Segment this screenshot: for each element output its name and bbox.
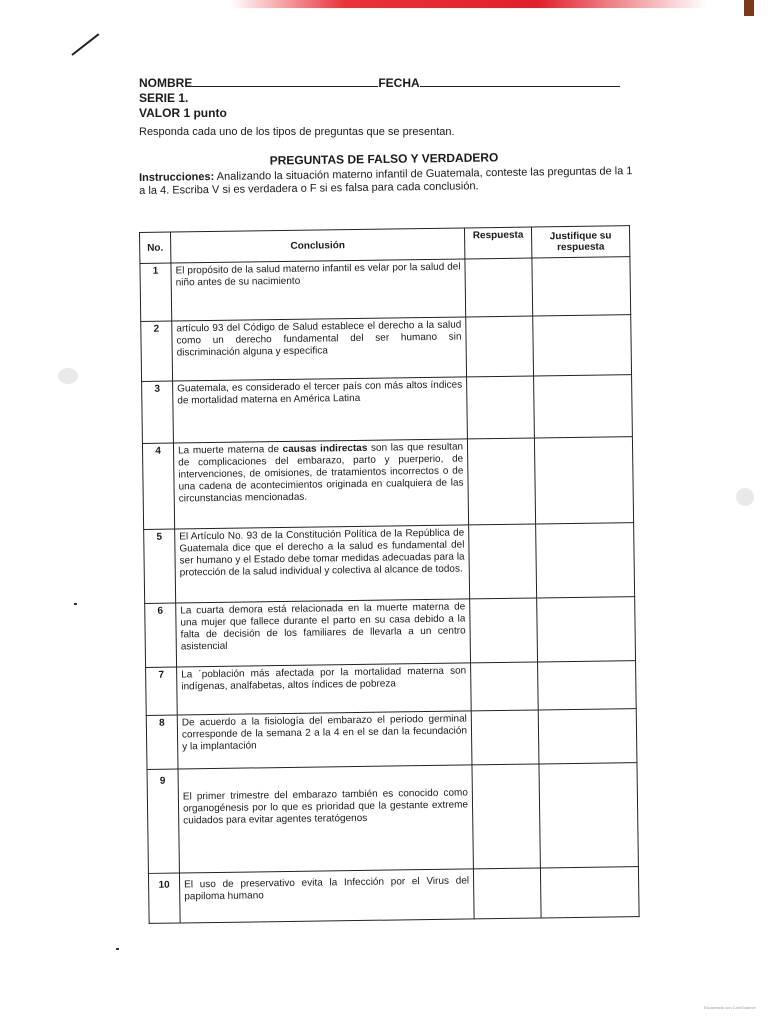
respuesta-cell[interactable] — [469, 524, 537, 599]
respuesta-cell[interactable] — [472, 764, 540, 869]
fecha-label: FECHA — [378, 76, 420, 90]
punch-hole — [736, 488, 754, 506]
scan-speck — [74, 603, 77, 605]
row-conclusion — [173, 439, 468, 529]
respuesta-cell[interactable] — [467, 438, 535, 525]
header-block — [139, 75, 639, 121]
justification-cell[interactable] — [537, 597, 636, 662]
section-title: PREGUNTAS DE FALSO Y VERDADERO — [269, 150, 499, 168]
row-conclusion: El primer trimestre del embarazo también es conocido como organogénesis por lo que es prioridad que la gestante extreme cuidados para evitar agentes teratógenos — [178, 765, 473, 873]
row-conclusion: Guatemala, es considerado el tercer país con más altos índices de mortalidad materna en América Latina — [173, 377, 468, 443]
table-row — [145, 597, 636, 668]
justification-cell[interactable] — [536, 523, 635, 598]
row-conclusion: La cuarta demora está relacionada en la muerte materna de una mujer que fallece durante el parto en su casa debido a la falta de decisión de los familiares de llevarla a un centro asistencial — [176, 599, 471, 667]
row-number: 1 — [140, 263, 172, 321]
instructions-text: Analizando la situación materno infantil de Guatemala, conteste las preguntas de la 1 a la 4. Escriba V si es verdadera o F si es falsa para cada conclusión. — [139, 165, 633, 197]
table-row — [146, 661, 637, 716]
nombre-label: NOMBRE — [139, 76, 193, 90]
table-row — [144, 523, 635, 604]
row-number: 5 — [144, 529, 176, 603]
scan-speck — [116, 948, 119, 950]
respuesta-cell[interactable] — [466, 316, 534, 377]
row-number: 3 — [142, 381, 174, 443]
respuesta-cell[interactable] — [470, 598, 538, 663]
respuesta-cell[interactable] — [473, 868, 541, 919]
scanner-watermark: Escaneado con CamScanner — [703, 1005, 756, 1010]
row-number: 10 — [148, 873, 180, 923]
table-row — [142, 437, 633, 530]
header-justifique: Justifique su respuesta — [531, 226, 629, 258]
questions-table — [139, 225, 640, 924]
table-row — [140, 257, 631, 322]
justification-cell[interactable] — [538, 661, 637, 710]
header-conclusion: Conclusión — [171, 228, 465, 263]
corner-mark — [744, 0, 754, 16]
justification-cell[interactable] — [538, 709, 637, 764]
row-conclusion: El uso de preservativo evita la Infección por el Virus del papiloma humano — [179, 869, 474, 923]
header-no: No. — [140, 232, 171, 263]
row-conclusion: La ´población más afectada por la mortalidad materna son indígenas, analfabetas, altos índices de pobreza — [177, 663, 472, 715]
table-row — [147, 763, 638, 874]
instructions-label: Instrucciones: — [139, 170, 215, 184]
justification-cell[interactable] — [540, 867, 639, 918]
row-number: 7 — [146, 667, 178, 715]
justification-cell[interactable] — [539, 763, 638, 868]
justification-cell[interactable] — [534, 437, 633, 524]
row-number: 2 — [141, 321, 173, 381]
conclusion-bold-phrase: causas indirectas — [282, 442, 368, 456]
valor-line: VALOR 1 punto — [139, 106, 227, 120]
row-number: 6 — [145, 603, 177, 667]
row-conclusion: El Artículo No. 93 de la Constitución Política de la República de Guatemala dice que el derecho a la salud es fundamental del ser humano y el Estado debe tomar medidas adecuadas para la protección de la salud individual y colectiva al alcance de todos. — [175, 525, 470, 603]
respuesta-cell[interactable] — [471, 662, 539, 711]
name-date-line — [139, 75, 639, 91]
intro-text: Responda cada uno de los tipos de preguntas que se presentan. — [139, 126, 455, 138]
serie-line: SERIE 1. — [139, 91, 189, 105]
header-respuesta: Respuesta — [464, 227, 531, 259]
table-row — [146, 709, 637, 770]
justification-cell[interactable] — [533, 315, 632, 376]
table-row — [148, 867, 639, 924]
row-conclusion: artículo 93 del Código de Salud establece el derecho a la salud como un derecho fundamental del ser humano sin discriminación alguna y especifica — [172, 317, 467, 381]
row-number: 9 — [147, 769, 179, 873]
respuesta-cell[interactable] — [467, 376, 535, 439]
table-row — [141, 315, 632, 382]
row-conclusion: El propósito de la salud materno infantil es velar por la salud del niño antes de su nacimiento — [171, 259, 466, 321]
row-number: 4 — [142, 443, 174, 529]
row-number: 8 — [146, 715, 178, 769]
row-conclusion: De acuerdo a la fisiología del embarazo el periodo germinal corresponde de la semana 2 a la 4 en el se dan la fecundación y la implantación — [177, 711, 472, 769]
justification-cell[interactable] — [534, 375, 633, 438]
nombre-blank[interactable] — [192, 75, 378, 87]
punch-hole — [58, 368, 78, 384]
respuesta-cell[interactable] — [471, 710, 539, 765]
conclusion-pre: La muerte materna de — [177, 444, 283, 457]
respuesta-cell[interactable] — [465, 258, 533, 317]
fecha-blank[interactable] — [420, 75, 620, 87]
table-row — [142, 375, 633, 444]
conclusion-post: son las que resultan de complicaciones del embarazo, parto y puerperio, de intervenciones, de omisiones, de tratamientos incorrectos o de una cadena de acontecimientos originada en cualquiera de las circunstancias mencionadas. — [178, 441, 464, 505]
justification-cell[interactable] — [532, 257, 631, 316]
